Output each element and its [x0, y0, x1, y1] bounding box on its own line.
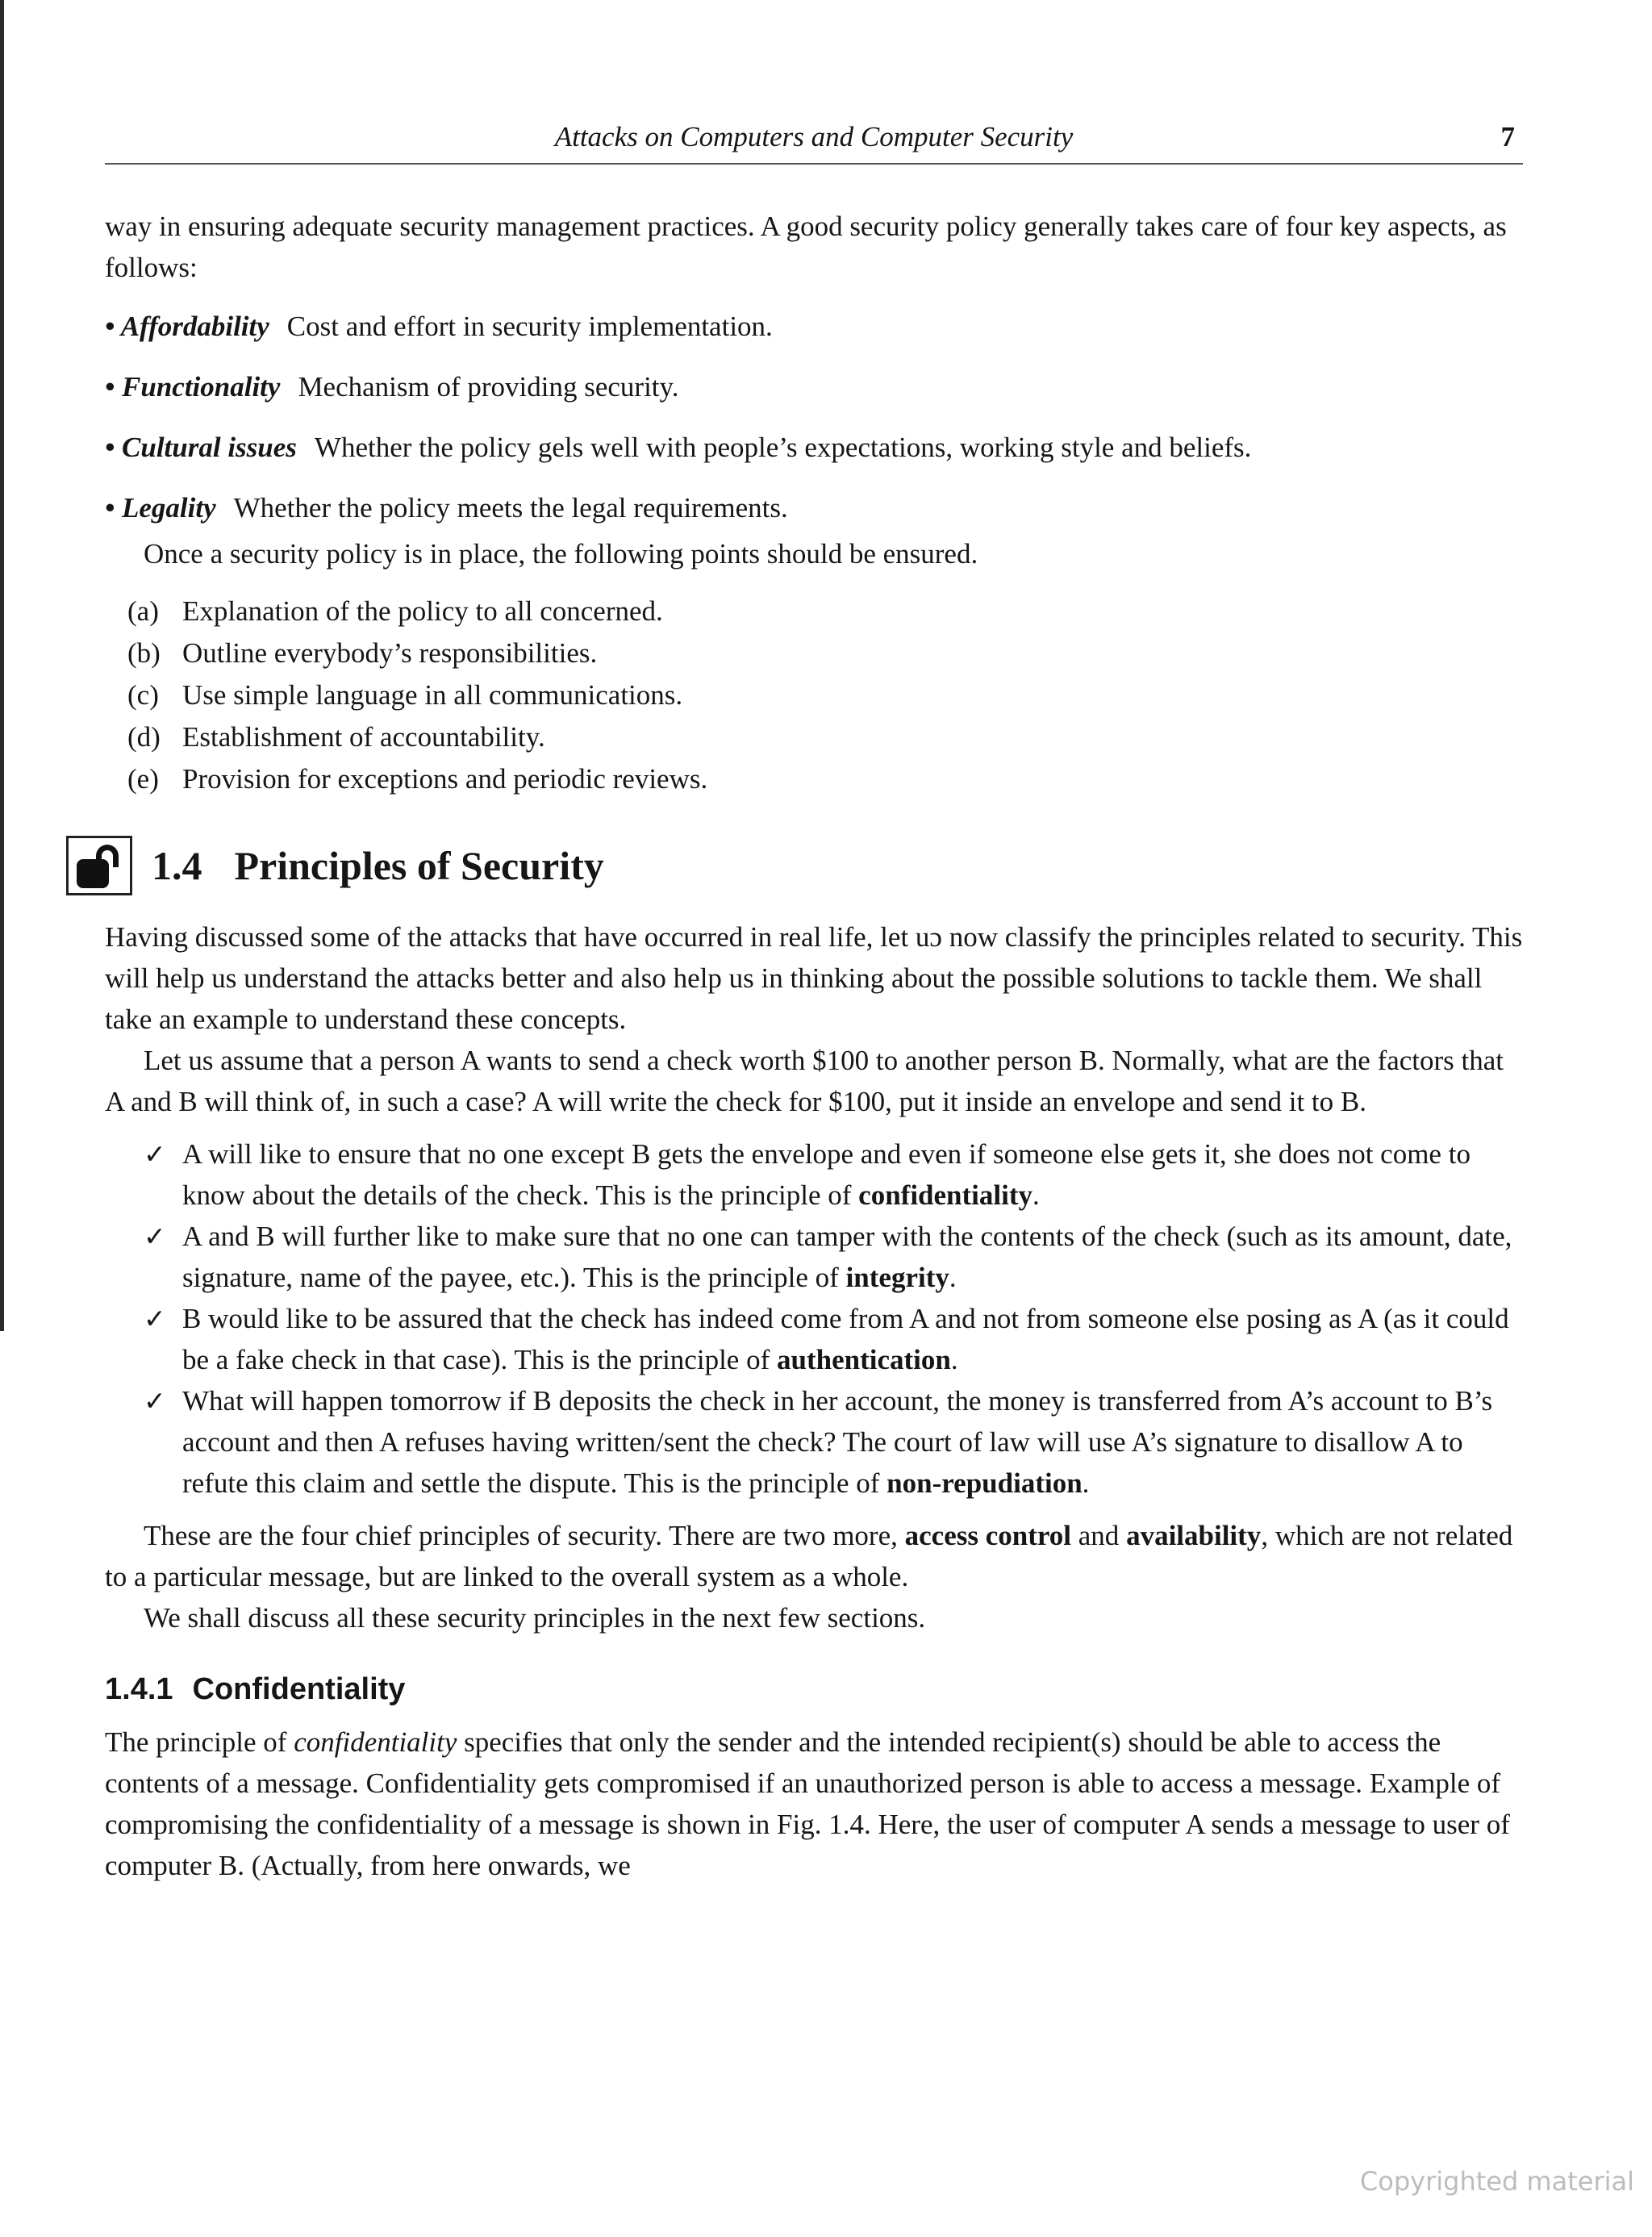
copyright-watermark: Copyrighted material [1359, 2166, 1634, 2197]
aspect-item [105, 427, 1525, 468]
check-mark-icon: ✓ [144, 1221, 166, 1252]
check-term: integrity [845, 1262, 949, 1293]
section-title [152, 842, 604, 888]
point-label: (d) [127, 721, 161, 753]
policy-point [127, 716, 1525, 758]
subsection-heading [105, 1669, 1525, 1710]
check-text: A will like to ensure that no one except B gets the envelope and even if someone else gets it, she does not come to know about the details of the check. This is the principle of [182, 1138, 1471, 1211]
lock-icon [66, 836, 132, 895]
aspect-desc: Whether the policy meets the legal requirements. [233, 492, 788, 524]
point-label: (a) [127, 595, 159, 627]
point-text: Outline everybody’s responsibilities. [182, 637, 598, 669]
check-mark-icon: ✓ [144, 1138, 166, 1170]
check-text-wrap [182, 1216, 1525, 1298]
point-text: Establishment of accountability. [182, 721, 545, 753]
check-term: authentication [776, 1344, 951, 1375]
check-text: B would like to be assured that the check has indeed come from A and not from someone else posing as A (as it could be a fake check in that case). This is the principle of [182, 1303, 1509, 1375]
term-confidentiality: confidentiality [294, 1726, 457, 1758]
check-text-wrap [182, 1133, 1525, 1216]
page-body [105, 206, 1525, 1886]
check-text: What will happen tomorrow if B deposits the check in her account, the money is transferred from A’s account to B’s account and then A refuses having written/sent the check? The court of law will use A’s signature to disallow A to refute this claim and settle the dispute. This is the principle of [182, 1385, 1493, 1499]
policy-points-list [127, 591, 1525, 800]
para3-post: , which are not related to a particular message, but are linked to the overall system as a whole. [105, 1520, 1513, 1592]
check-item [144, 1380, 1525, 1504]
term-access-control: access control [904, 1520, 1072, 1551]
check-term: non-repudiation [886, 1467, 1083, 1499]
term-availability: availability [1126, 1520, 1262, 1551]
check-mark-icon: ✓ [144, 1303, 166, 1334]
check-end: . [1082, 1467, 1090, 1499]
check-text-wrap [182, 1298, 1525, 1380]
policy-point [127, 632, 1525, 674]
aspect-term: • Functionality [105, 371, 281, 403]
point-label: (e) [127, 763, 159, 795]
policy-aspects-list [105, 306, 1525, 528]
principles-paragraph-4: We shall discuss all these security principles in the next few sections. [144, 1602, 926, 1634]
point-text: Use simple language in all communications. [182, 679, 683, 711]
running-header [105, 121, 1523, 165]
section-number: 1.4 [152, 842, 202, 888]
point-text: Explanation of the policy to all concerned. [182, 595, 663, 627]
principles-paragraph-3 [105, 1515, 1525, 1597]
principles-checklist [105, 1133, 1525, 1504]
section-title-text: Principles of Security [234, 842, 604, 888]
check-end: . [1032, 1179, 1040, 1211]
point-label: (c) [127, 679, 159, 711]
check-item [144, 1216, 1525, 1298]
check-text-wrap [182, 1380, 1525, 1504]
policy-point [127, 674, 1525, 716]
aspect-term: • Cultural issues [105, 432, 297, 463]
check-mark-icon: ✓ [144, 1385, 166, 1417]
para3-mid: and [1071, 1520, 1127, 1551]
policy-intro-paragraph: Once a security policy is in place, the following points should be ensured. [144, 538, 978, 570]
policy-point [127, 591, 1525, 632]
principles-paragraph-2: Let us assume that a person A wants to send a check worth $100 to another person B. Normally, what are the factors that A and B will think of, in such a case? A will write the check for $100, put it inside an envelope and send it to B. [105, 1045, 1504, 1117]
aspect-item [105, 487, 1525, 528]
subsection-number: 1.4.1 [105, 1672, 173, 1706]
check-term: confidentiality [858, 1179, 1032, 1211]
para5-post: specifies that only the sender and the intended recipient(s) should be able to access the contents of a message. Confidentiality gets compromised if an unauthorized person is able to access a message. Example of compromising the confidentiality of a message is shown in Fig. 1.4. Here, the user of computer A sends a message to user of computer B. (Actually, from here onwards, we [105, 1726, 1510, 1881]
policy-point [127, 758, 1525, 800]
page-number: 7 [1500, 121, 1515, 152]
running-header-title: Attacks on Computers and Computer Security [554, 121, 1074, 152]
para5-pre: The principle of [105, 1726, 294, 1758]
check-item [144, 1133, 1525, 1216]
aspect-desc: Whether the policy gels well with people’s expectations, working style and beliefs. [314, 432, 1252, 463]
section-heading [105, 836, 1525, 895]
subsection-title: Confidentiality [192, 1672, 406, 1706]
aspect-term: • Affordability [105, 311, 269, 342]
aspect-item [105, 306, 1525, 347]
aspect-desc: Mechanism of providing security. [298, 371, 679, 403]
aspect-item [105, 366, 1525, 407]
principles-paragraph-1: Having discussed some of the attacks that have occurred in real life, let uɔ now classify the principles related to security. This will help us understand the attacks better and also help us in thinking about the possible solutions to tackle them. We shall take an example to understand these concepts. [105, 921, 1523, 1035]
point-label: (b) [127, 637, 161, 669]
check-item [144, 1298, 1525, 1380]
para3-pre: These are the four chief principles of security. There are two more, [144, 1520, 905, 1551]
page-edge-rule [0, 0, 4, 1331]
check-end: . [950, 1344, 958, 1375]
check-end: . [949, 1262, 957, 1293]
confidentiality-paragraph [105, 1722, 1525, 1886]
aspect-term: • Legality [105, 492, 216, 524]
aspect-desc: Cost and effort in security implementation. [286, 311, 773, 342]
intro-paragraph: way in ensuring adequate security management practices. A good security policy generally takes care of four key aspects, as follows: [105, 211, 1507, 283]
check-text: A and B will further like to make sure that no one can tamper with the contents of the check (such as its amount, date, signature, name of the payee, etc.). This is the principle of [182, 1221, 1512, 1293]
point-text: Provision for exceptions and periodic reviews. [182, 763, 708, 795]
